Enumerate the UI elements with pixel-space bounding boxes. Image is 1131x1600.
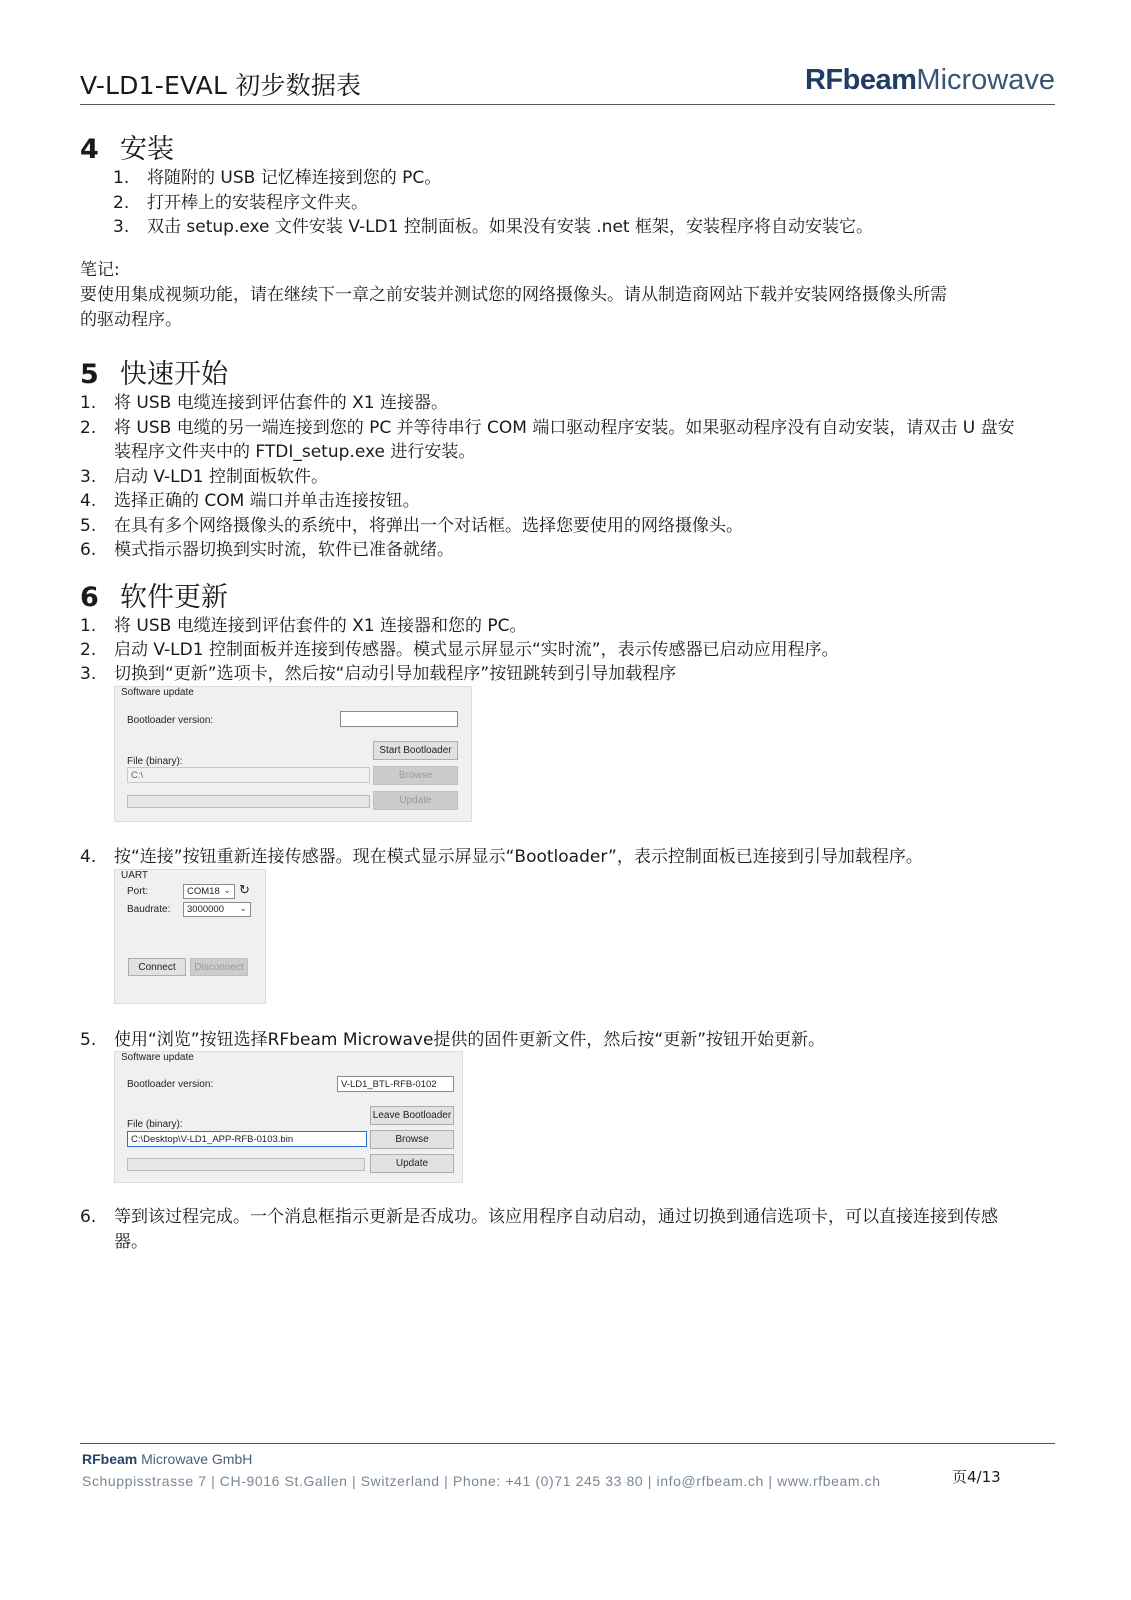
refresh-icon[interactable]: ↻ xyxy=(239,882,250,897)
footer-company: RFbeam Microwave GmbH xyxy=(82,1451,253,1467)
section-title: 快速开始 xyxy=(120,359,228,390)
list-item: 1. 将随附的 USB 记忆棒连接到您的 PC。 xyxy=(113,168,442,188)
section-number: 4 xyxy=(80,134,99,165)
port-label: Port: xyxy=(127,886,149,897)
port-select[interactable]: COM18 ⌄ xyxy=(183,884,235,899)
list-item: 5. 在具有多个网络摄像头的系统中，将弹出一个对话框。选择您要使用的网络摄像头。 xyxy=(80,515,743,536)
start-bootloader-button[interactable]: Start Bootloader xyxy=(373,741,458,760)
group-label: Software update xyxy=(121,1052,194,1063)
section-heading-quickstart xyxy=(80,352,228,391)
update-step: 2. 启动 V-LD1 控制面板并连接到传感器。模式显示屏显示“实时流”，表示传感器已启动应用程序。 xyxy=(80,640,839,660)
baudrate-label: Baudrate: xyxy=(127,904,171,915)
list-item: 6. 模式指示器切换到实时流，软件已准备就绪。 xyxy=(80,540,454,560)
connect-button[interactable]: Connect xyxy=(128,958,186,976)
browse-button[interactable]: Browse xyxy=(373,766,458,785)
leave-bootloader-button[interactable]: Leave Bootloader xyxy=(370,1106,454,1125)
page-number: 页4/13 xyxy=(952,1468,1001,1486)
bootloader-version-label: Bootloader version: xyxy=(127,1079,214,1090)
update-step: 5. 使用“浏览”按钮选择RFbeam Microwave提供的固件更新文件，然后按“更新”按钮开始更新。 xyxy=(80,1030,826,1050)
file-binary-label: File (binary): xyxy=(127,1119,183,1130)
section-number: 5 xyxy=(80,359,99,390)
note-text: 要使用集成视频功能，请在继续下一章之前安装并测试您的网络摄像头。请从制造商网站下载并安装网络摄像头所需的驱动程序。 xyxy=(80,285,947,330)
uart-panel xyxy=(114,869,266,1004)
software-update-panel xyxy=(114,686,472,822)
bootloader-version-field[interactable]: V-LD1_BTL-RFB-0102 xyxy=(337,1076,454,1092)
update-button[interactable]: Update xyxy=(370,1154,454,1173)
file-binary-label: File (binary): xyxy=(127,756,183,767)
list-item: 4. 选择正确的 COM 端口并单击连接按钮。 xyxy=(80,491,420,511)
update-step: 1. 将 USB 电缆连接到评估套件的 X1 连接器和您的 PC。 xyxy=(80,616,527,636)
logo-light: Microwave xyxy=(916,64,1055,96)
software-update-panel-loaded xyxy=(114,1051,463,1183)
list-item: 3. 双击 setup.exe 文件安装 V-LD1 控制面板。如果没有安装 .net 框架，安装程序将自动安装它。 xyxy=(113,217,873,237)
baudrate-select[interactable]: 3000000 ⌄ xyxy=(183,902,251,917)
document-title: V-LD1-EVAL 初步数据表 xyxy=(80,71,362,100)
quickstart-list xyxy=(80,391,1015,563)
list-item: 1. 将 USB 电缆连接到评估套件的 X1 连接器。 xyxy=(80,393,448,413)
bootloader-version-label: Bootloader version: xyxy=(127,715,214,726)
section-heading-install xyxy=(80,127,174,166)
logo-bold: RFbeam xyxy=(804,64,917,96)
list-item: 3. 启动 V-LD1 控制面板软件。 xyxy=(80,466,328,487)
bootloader-version-field[interactable] xyxy=(340,711,458,727)
list-item: 2. 将 USB 电缆的另一端连接到您的 PC 并等待串行 COM 端口驱动程序安装。如果驱动程序没有自动安装，请双击 U 盘安装程序文件夹中的 FTDI_setup.exe 进行安装。 xyxy=(80,417,1015,462)
group-label: UART xyxy=(121,870,149,881)
chevron-down-icon: ⌄ xyxy=(239,903,247,913)
group-label: Software update xyxy=(121,687,194,698)
file-path-field[interactable]: C:\ xyxy=(127,767,370,783)
note-label: 笔记: xyxy=(80,260,120,280)
company-logo xyxy=(805,64,1055,97)
footer-address: Schuppisstrasse 7 | CH-9016 St.Gallen | Switzerland | Phone: +41 (0)71 245 33 80 | info@rfbeam.ch | www.rfbeam.ch xyxy=(82,1473,881,1489)
section-number: 6 xyxy=(80,582,99,613)
update-button[interactable]: Update xyxy=(373,791,458,810)
install-list xyxy=(113,166,1053,240)
browse-button[interactable]: Browse xyxy=(370,1130,454,1149)
file-path-field[interactable]: C:\Desktop\V-LD1_APP-RFB-0103.bin xyxy=(127,1131,367,1147)
header-divider xyxy=(80,104,1055,105)
update-step: 4. 按“连接”按钮重新连接传感器。现在模式显示屏显示“Bootloader”，表示控制面板已连接到引导加载程序。 xyxy=(80,847,923,867)
update-step: 3. 切换到“更新”选项卡，然后按“启动引导加载程序”按钮跳转到引导加载程序 xyxy=(80,664,677,684)
install-note xyxy=(80,258,980,333)
section-title: 软件更新 xyxy=(120,582,228,613)
section-title: 安装 xyxy=(120,134,174,165)
disconnect-button[interactable]: Disconnect xyxy=(190,958,248,976)
progress-bar xyxy=(127,795,370,808)
list-item: 2. 打开棒上的安装程序文件夹。 xyxy=(113,192,368,213)
chevron-down-icon: ⌄ xyxy=(223,885,231,895)
update-step: 6. 等到该过程完成。一个消息框指示更新是否成功。该应用程序自动启动，通过切换到通信选项卡，可以直接连接到传感器。 xyxy=(80,1207,998,1252)
progress-bar xyxy=(127,1158,365,1171)
section-heading-update xyxy=(80,575,228,614)
footer-divider xyxy=(80,1443,1055,1444)
